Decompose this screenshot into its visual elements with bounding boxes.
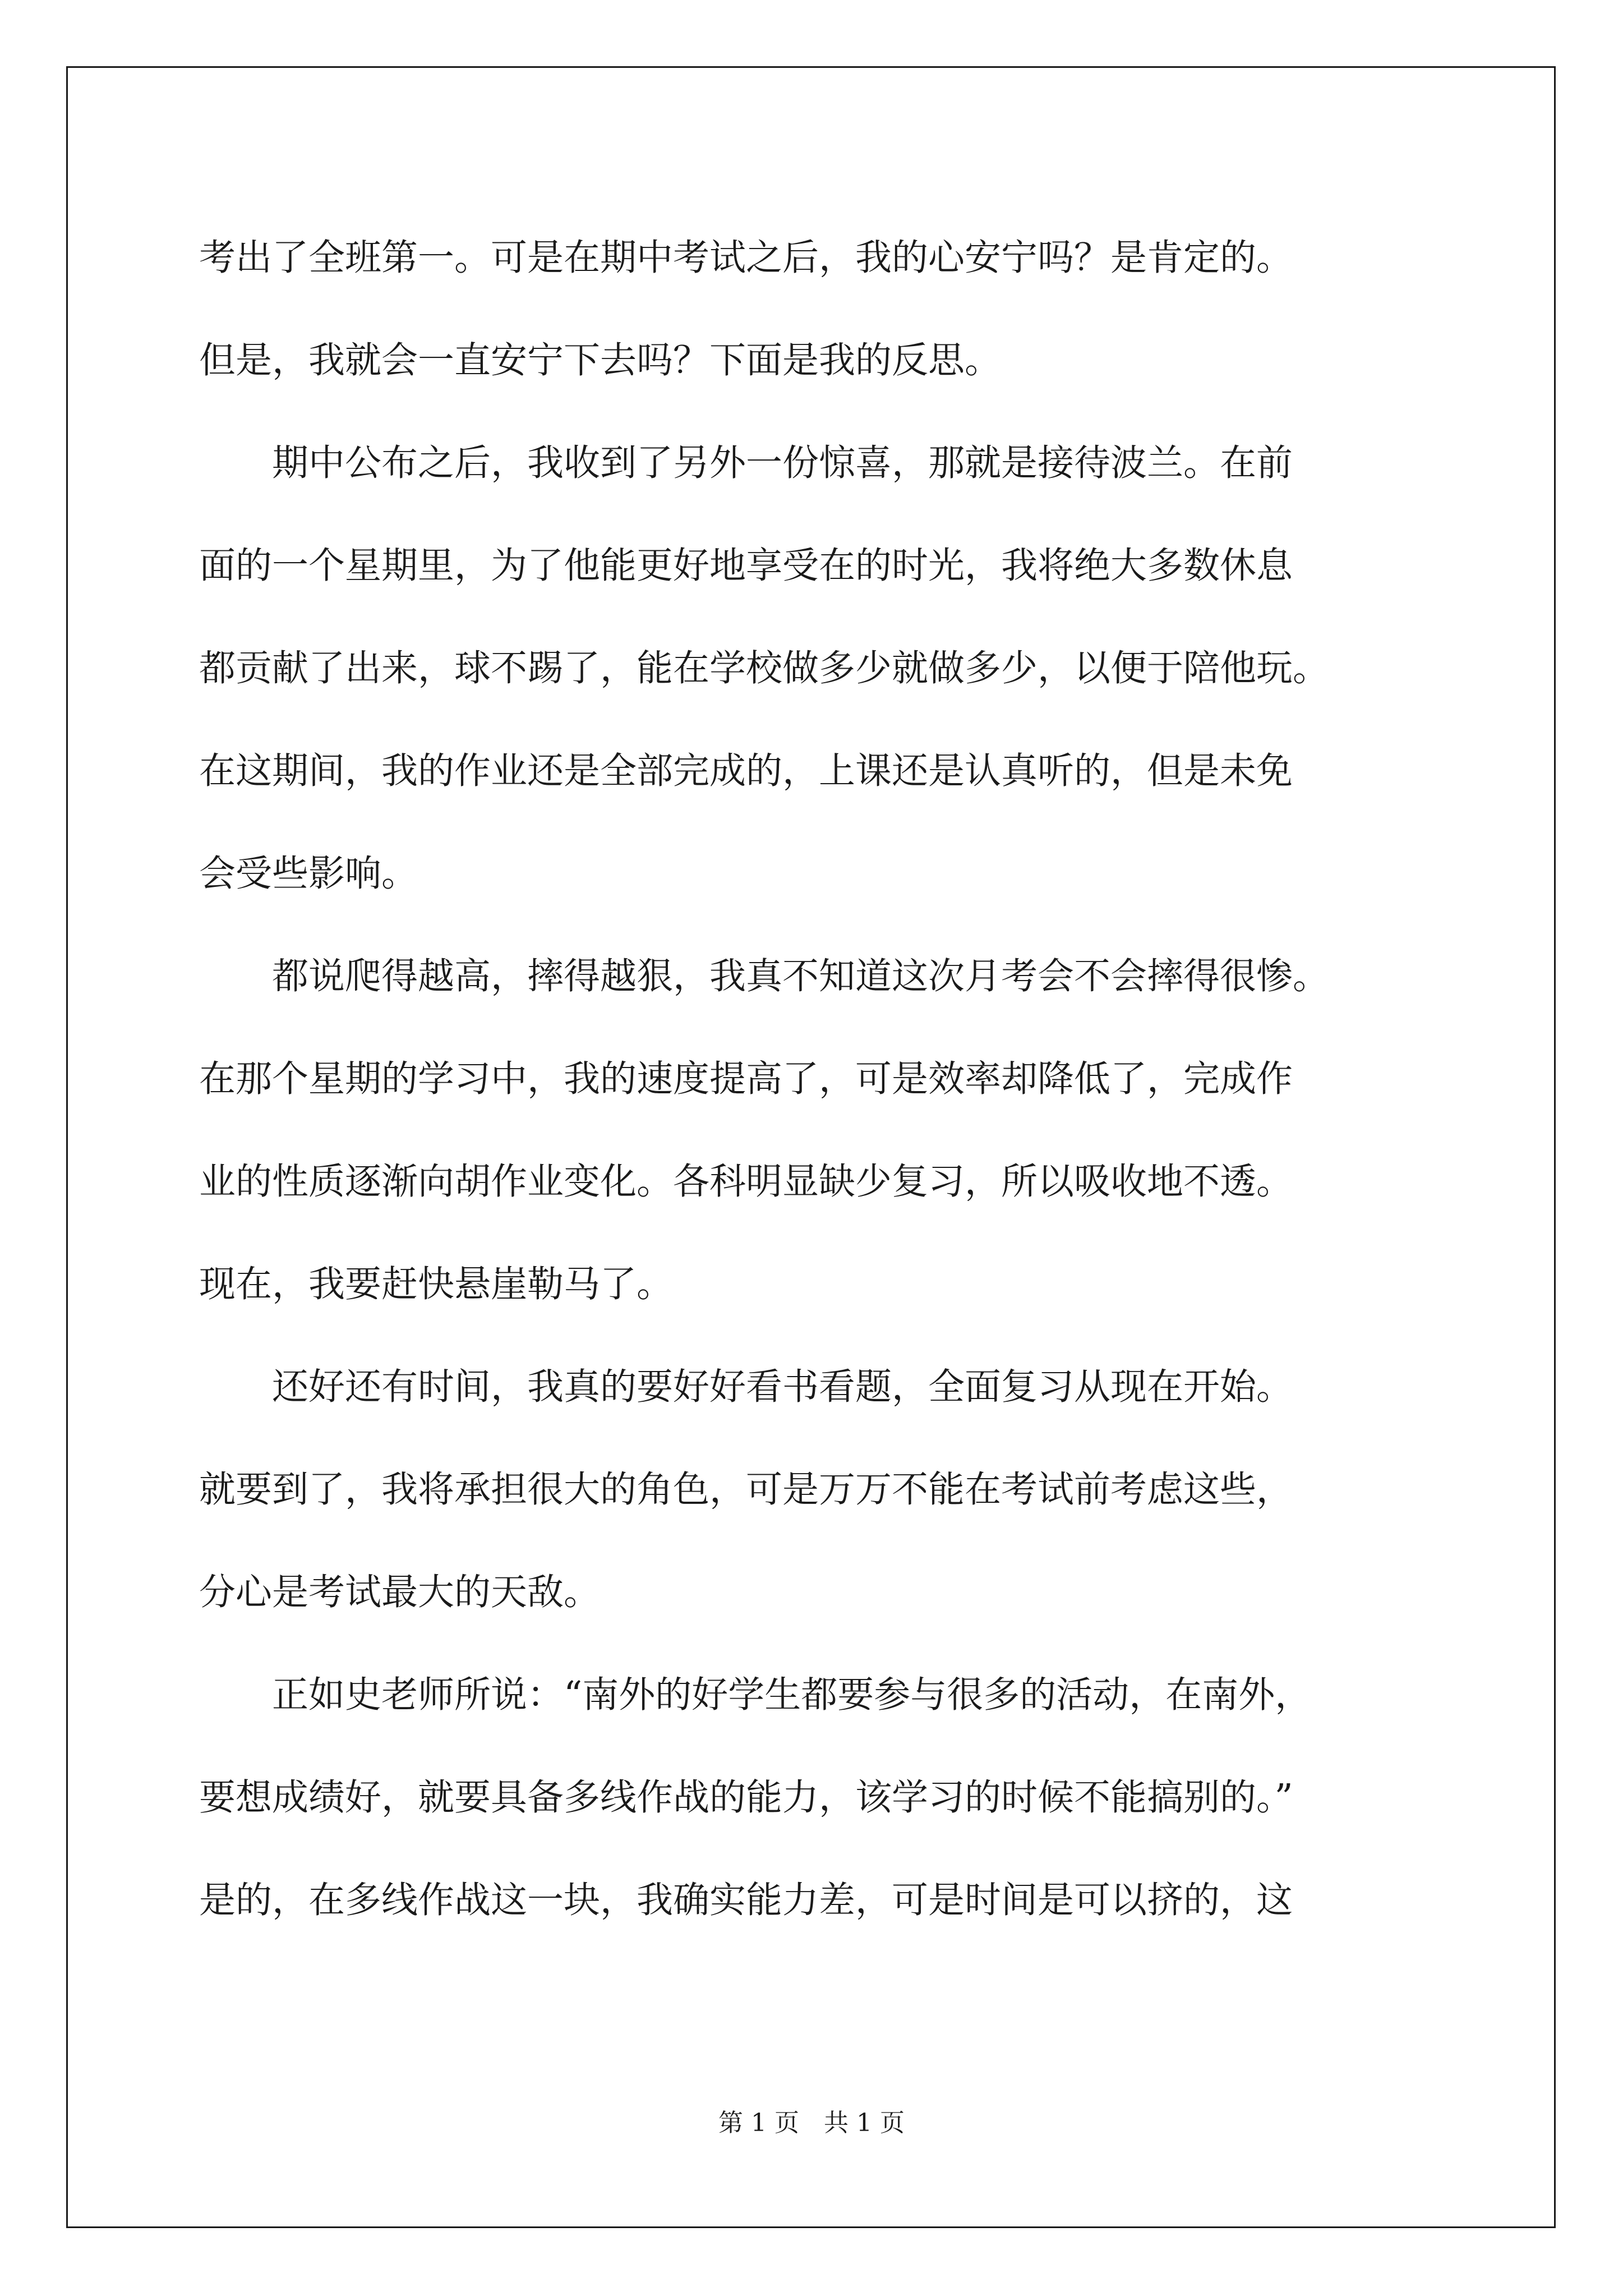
text-line: 在这期间，我的作业还是全部完成的，上课还是认真听的，但是未免 xyxy=(199,750,1293,792)
text-line: 在那个星期的学习中，我的速度提高了，可是效率却降低了，完成作 xyxy=(199,1058,1293,1100)
text-line: 但是，我就会一直安宁下去吗？下面是我的反思。 xyxy=(199,339,1002,381)
text-line: 面的一个星期里，为了他能更好地享受在的时光，我将绝大多数休息 xyxy=(199,545,1293,587)
text-line: 是的，在多线作战这一块，我确实能力差，可是时间是可以挤的，这 xyxy=(199,1879,1293,1921)
text-line: 正如史老师所说：“南外的好学生都要参与很多的活动，在南外， xyxy=(199,1674,1312,1716)
document-body xyxy=(199,206,1422,1952)
text-line: 都贡献了出来，球不踢了，能在学校做多少就做多少，以便于陪他玩。 xyxy=(199,647,1330,689)
text-line: 期中公布之后，我收到了另外一份惊喜，那就是接待波兰。在前 xyxy=(199,442,1293,484)
text-line: 分心是考试最大的天敌。 xyxy=(199,1571,601,1613)
text-line: 还好还有时间，我真的要好好看书看题，全面复习从现在开始。 xyxy=(199,1366,1293,1408)
text-line: 会受些影响。 xyxy=(199,853,418,895)
text-line: 都说爬得越高，摔得越狠，我真不知道这次月考会不会摔得很惨。 xyxy=(199,955,1330,997)
text-line: 就要到了，我将承担很大的角色，可是万万不能在考试前考虑这些， xyxy=(199,1469,1293,1511)
text-line: 要想成绩好，就要具备多线作战的能力，该学习的时候不能搞别的。” xyxy=(199,1777,1293,1819)
text-line: 考出了全班第一。可是在期中考试之后，我的心安宁吗？是肯定的。 xyxy=(199,237,1293,279)
text-line: 现在，我要赶快悬崖勒马了。 xyxy=(199,1263,674,1305)
text-line: 业的性质逐渐向胡作业变化。各科明显缺少复习，所以吸收地不透。 xyxy=(199,1161,1293,1203)
page-number-footer: 第 1 页 共 1 页 xyxy=(718,2109,905,2137)
